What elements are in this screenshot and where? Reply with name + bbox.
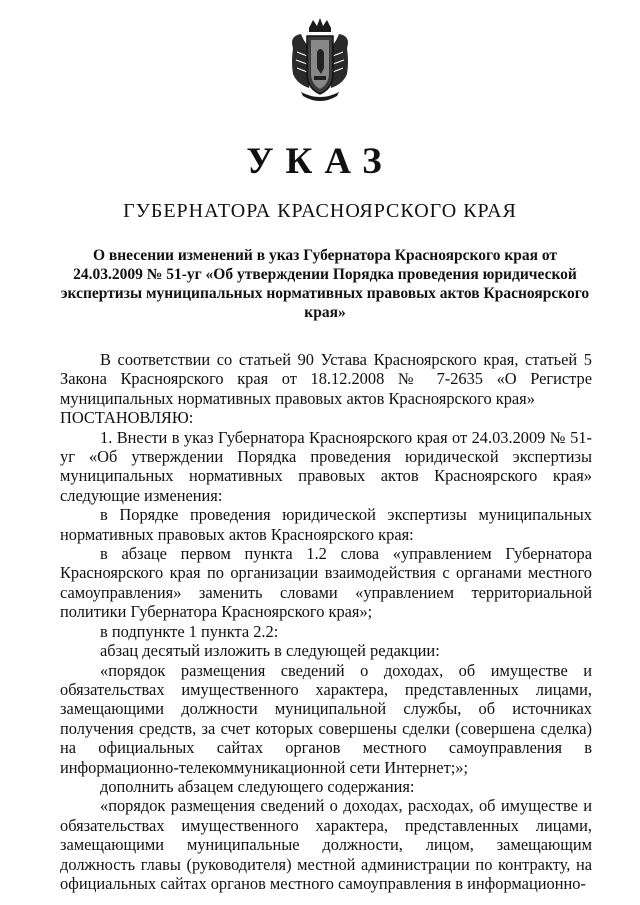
paragraph: в Порядке проведения юридической экспертизы муниципальных нормативных правовых актов Красноярского края:: [60, 505, 592, 544]
document-subtitle: ГУБЕРНАТОРА КРАСНОЯРСКОГО КРАЯ: [123, 200, 517, 222]
document-title: УКАЗ: [246, 141, 394, 182]
paragraph: «порядок размещения сведений о доходах, об имуществе и обязательствах имущественного характера, представленных лицами, замещающими должности муниципальной службы, об источниках получения средств, за счет которых совершены сделки (совершена сделка) на официальных сайтах органов местного самоуправления в информационно-телекоммуникационной сети Интернет;»;: [60, 660, 592, 777]
paragraph: дополнить абзацем следующего содержания:: [100, 776, 415, 796]
paragraph: в абзаце первом пункта 1.2 слова «управлением Губернатора Красноярского края по организации взаимодействия с органами местного самоуправления» заменить словами «управлением территориальной политики Губернатора Красноярского края»;: [60, 544, 592, 622]
paragraph: абзац десятый изложить в следующей редакции:: [100, 641, 440, 661]
paragraph: в подпункте 1 пункта 2.2:: [100, 621, 279, 641]
paragraph: ПОСТАНОВЛЯЮ:: [60, 408, 194, 428]
document-heading: О внесении изменений в указ Губернатора Красноярского края от 24.03.2009 № 51-уг «Об утверждении Порядка проведения юридической экспертизы муниципальных нормативных правовых актов Красноярского края»: [60, 247, 590, 321]
paragraph: 1. Внести в указ Губернатора Красноярского края от 24.03.2009 № 51-уг «Об утверждении Порядка проведения юридической экспертизы муниципальных нормативных правовых актов Красноярского края» следующие изменения:: [60, 427, 592, 505]
document-body: [60, 350, 592, 893]
paragraph: В соответствии со статьей 90 Устава Красноярского края, статьей 5 Закона Красноярского края от 18.12.2008 № 7-2635 «О Регистре муниципальных нормативных правовых актов Красноярского края»: [60, 350, 592, 408]
paragraph: «порядок размещения сведений о доходах, расходах, об имуществе и обязательствах имущественного характера, представленных лицами, замещающими муниципальные должности, лицом, замещающим должность главы (руководителя) местной администрации по контракту, на официальных сайтах органов местного самоуправления в информационно-: [60, 796, 592, 893]
coat-of-arms-icon: [287, 18, 353, 104]
